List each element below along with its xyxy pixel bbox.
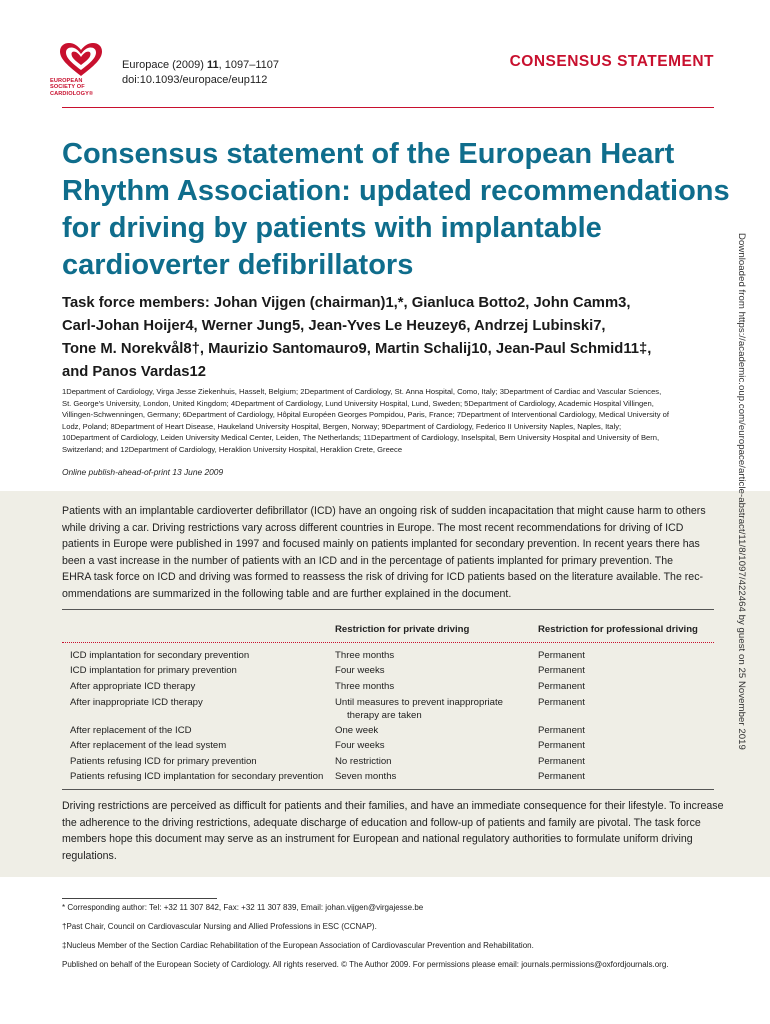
heart-logo-icon <box>58 42 104 78</box>
abstract-line: ommendations are summarized in the following table and are further explained in the document. <box>62 587 512 600</box>
abstract-line: Patients with an implantable cardioverter defibrillator (ICD) have an ongoing risk of sudden incapacitation that might cause harm to others <box>62 505 706 517</box>
journal-pages: , 1097–1107 <box>218 59 279 71</box>
cell-private: Seven months <box>335 771 397 782</box>
abstract-line: regulations. <box>62 849 117 862</box>
affiliation-line: Switzerland; and 12Department of Cardiology, Heraklion University Hospital, Heraklion Crete, Greece <box>62 444 403 454</box>
table-top-rule <box>62 609 714 610</box>
affiliation-line: St. George's University, London, United Kingdom; 4Department of Cardiology, Lund University Hospital, Lund, Sweden; 5Department of Cardiology, Academic Hospital Villingen, <box>62 398 654 408</box>
article-title <box>62 136 730 284</box>
abstract-line: been a vast increase in the number of patients with an ICD and in the percentage of patients implanted for primary prevention. The <box>62 554 674 567</box>
cell-condition: Patients refusing ICD implantation for secondary prevention <box>70 771 324 782</box>
table-header-divider <box>62 642 714 643</box>
esc-logo <box>50 42 112 106</box>
cell-private: Three months <box>335 681 395 692</box>
author-line: Tone M. Norekvål8†, Maurizio Santomauro9, Martin Schalij10, Jean-Paul Schmid11‡, <box>62 341 652 357</box>
affiliation-line: Lodz, Poland; 8Department of Heart Disease, Haukeland University Hospital, Bergen, Norway; 9Department of Cardiology, Federico II University Naples, Naples, Italy; <box>62 421 622 431</box>
header-professional-driving: Restriction for professional driving <box>538 624 698 635</box>
header-private-driving: Restriction for private driving <box>335 624 470 635</box>
abstract-line: EHRA task force on ICD and driving was formed to reassess the risk of driving for ICD patients based on the literature available. The rec- <box>62 571 704 583</box>
logo-line: SOCIETY OF <box>50 84 85 91</box>
publication-date: Online publish-ahead-of-print 13 June 2009 <box>62 467 224 477</box>
title-line: for driving by patients with implantable <box>62 212 602 244</box>
cell-private: One week <box>335 725 379 736</box>
abstract-line: while driving a car. Driving restrictions vary across different countries in Europe. The most recent recommendations for driving of ICD <box>62 521 684 534</box>
footnote-copyright: Published on behalf of the European Society of Cardiology. All rights reserved. © The Author 2009. For permissions please email: journals.permissions@oxfordjournals.org. <box>62 960 669 969</box>
logo-wordmark <box>50 78 112 97</box>
cell-private: No restriction <box>335 756 392 767</box>
journal-doi[interactable]: doi:10.1093/europace/eup112 <box>122 74 268 86</box>
cell-condition: After replacement of the lead system <box>70 740 227 751</box>
abstract-paragraph-2 <box>62 798 724 864</box>
author-line: Carl-Johan Hoijer4, Werner Jung5, Jean-Yves Le Heuzey6, Andrzej Lubinski7, <box>62 318 606 334</box>
journal-citation <box>122 58 279 88</box>
cell-condition: After inappropriate ICD therapy <box>70 697 203 708</box>
cell-private: Until measures to prevent inappropriate <box>335 697 503 708</box>
logo-line: CARDIOLOGY® <box>50 90 94 97</box>
cell-professional: Permanent <box>538 650 585 661</box>
affiliation-line: Villingen-Schwenningen, Germany; 6Department of Cardiology, Hôpital Européen Georges Pompidou, Paris, France; 7Department of Interventional Cardiology, Medical University of <box>62 410 669 420</box>
footnote-dagger: †Past Chair, Council on Cardiovascular Nursing and Allied Professions in ESC (CCNAP). <box>62 922 377 931</box>
cell-professional: Permanent <box>538 725 585 736</box>
cell-private-continued: therapy are taken <box>347 710 422 721</box>
affiliations <box>62 386 717 456</box>
cell-condition: ICD implantation for primary prevention <box>70 665 237 676</box>
cell-condition: ICD implantation for secondary prevention <box>70 650 250 661</box>
author-line: Task force members: Johan Vijgen (chairman)1,*, Gianluca Botto2, John Camm3, <box>62 295 631 311</box>
cell-professional: Permanent <box>538 665 585 676</box>
title-line: Rhythm Association: updated recommendations <box>62 175 730 207</box>
author-line: and Panos Vardas12 <box>62 364 206 380</box>
footnote-double-dagger: ‡Nucleus Member of the Section Cardiac Rehabilitation of the European Association of Cardiovascular Prevention and Rehabilitation. <box>62 941 534 950</box>
journal-volume: 11 <box>207 59 219 71</box>
logo-line: EUROPEAN <box>50 78 83 84</box>
download-notice <box>736 233 748 788</box>
abstract-line: the adherence to the driving restrictions, adequate discharge of education and follow-up of patients and family are pivotal. The task force <box>62 816 701 829</box>
author-list <box>62 292 722 384</box>
journal-ref <box>122 58 279 73</box>
affiliation-line: 1Department of Cardiology, Virga Jesse Ziekenhuis, Hasselt, Belgium; 2Department of Cardiology, St. Anna Hospital, Como, Italy; 3Department of Cardiac and Vascular Sciences, <box>62 387 662 396</box>
cell-professional: Permanent <box>538 697 585 708</box>
cell-private: Four weeks <box>335 740 385 751</box>
cell-professional: Permanent <box>538 771 585 782</box>
cell-professional: Permanent <box>538 756 585 767</box>
cell-professional: Permanent <box>538 740 585 751</box>
title-line: Consensus statement of the European Heart <box>62 138 675 170</box>
cell-condition: After replacement of the ICD <box>70 725 192 736</box>
table-bottom-rule <box>62 789 714 790</box>
cell-condition: After appropriate ICD therapy <box>70 681 196 692</box>
abstract-line: members hope this document may serve as an instrument for European and national regulatory authorities to formulate uniform driving <box>62 833 693 845</box>
abstract-line: Driving restrictions are perceived as difficult for patients and their families, and have an immediate consequence for their lifestyle. To increase <box>62 800 724 812</box>
abstract-line: patients in Europe were published in 1997 and focused mainly on patients implanted for secondary prevention. In recent years there has <box>62 538 700 550</box>
title-line: cardioverter defibrillators <box>62 249 414 281</box>
affiliation-line: 10Department of Cardiology, Leiden University Medical Center, Leiden, The Netherlands; 11Department of Cardiology, Inselspital, Bern University Hospital and University of Bern, <box>62 433 660 443</box>
cell-professional: Permanent <box>538 681 585 692</box>
abstract-paragraph-1 <box>62 503 717 602</box>
cell-private: Four weeks <box>335 665 385 676</box>
footnote-corresponding-author: * Corresponding author: Tel: +32 11 307 842, Fax: +32 11 307 839, Email: johan.vijgen@virgajesse.be <box>62 903 424 912</box>
download-notice-text: Downloaded from https://academic.oup.com/europace/article-abstract/11/8/1097/422464 by guest on 25 November 2019 <box>736 233 747 750</box>
header-divider <box>62 107 714 108</box>
journal-name: Europace (2009) <box>122 59 207 71</box>
cell-condition: Patients refusing ICD for primary prevention <box>70 756 257 767</box>
footnotes <box>62 903 717 979</box>
cell-private: Three months <box>335 650 395 661</box>
section-label: CONSENSUS STATEMENT <box>509 53 714 70</box>
footnote-divider <box>62 898 217 899</box>
